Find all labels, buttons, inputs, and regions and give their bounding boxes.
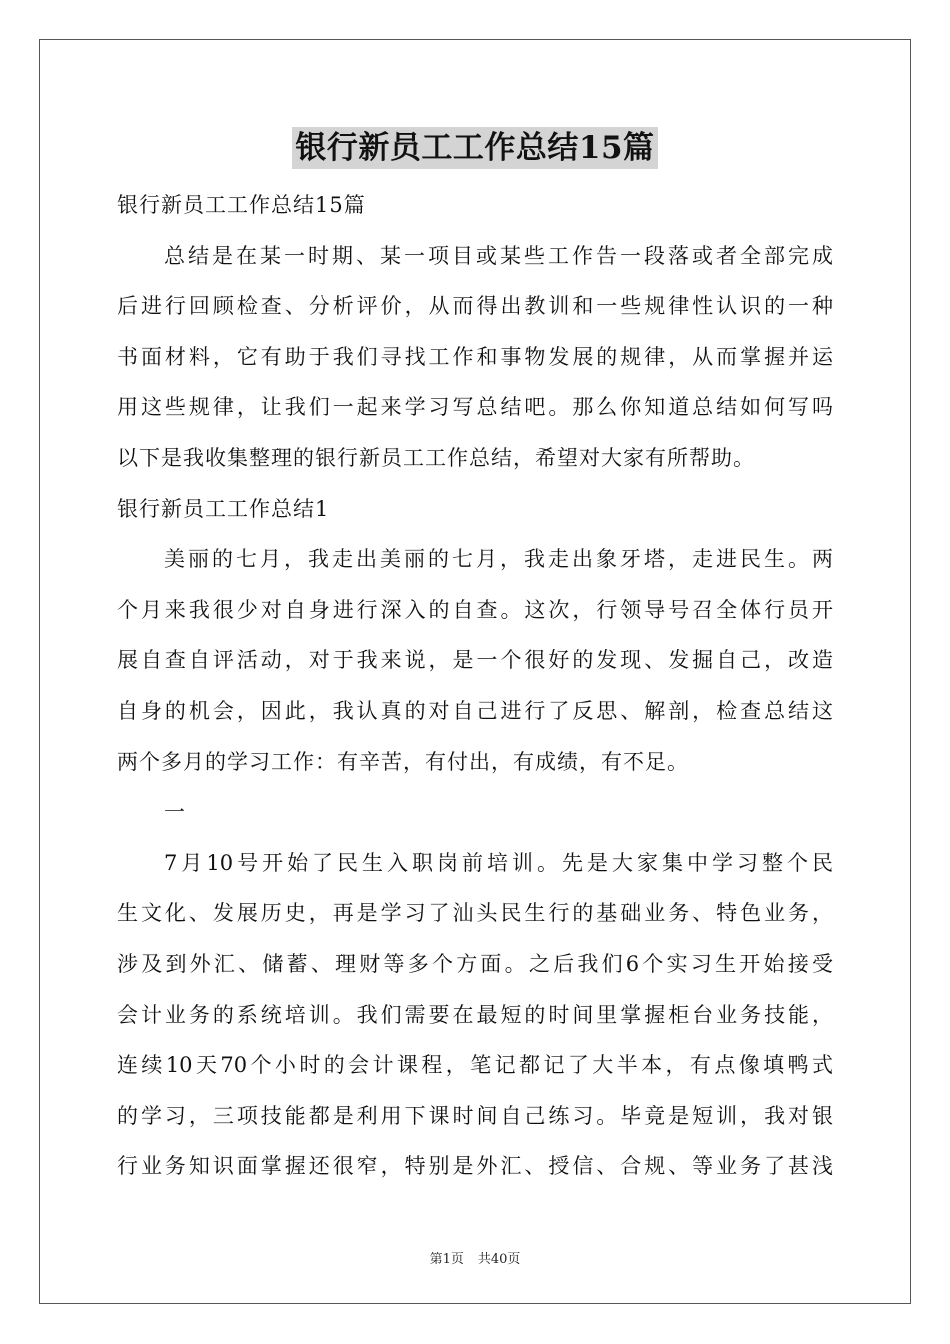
page-number: 第1页 xyxy=(429,1252,464,1267)
text-line: 自身的机会，因此，我认真的对自己进行了反思、解剖，检查总结这 xyxy=(117,698,833,723)
text-line: 行业务知识面掌握还很窄，特别是外汇、授信、合规、等业务了甚浅 xyxy=(117,1154,833,1179)
text-line: 美丽的七月，我走出美丽的七月，我走出象牙塔，走进民生。两 xyxy=(164,547,833,572)
text-line: 个月来我很少对自身进行深入的自查。这次，行领导号召全体行员开 xyxy=(117,597,833,622)
text-line: 以下是我收集整理的银行新员工工作总结，希望对大家有所帮助。 xyxy=(117,445,755,470)
text-line: 银行新员工工作总结15篇 xyxy=(117,193,366,217)
page-footer xyxy=(0,1248,950,1267)
text-line: 连续10天70个小时的会计课程，笔记都记了大半本，有点像填鸭式 xyxy=(117,1053,833,1078)
document-body xyxy=(117,180,833,1192)
text-line: 的学习，三项技能都是利用下课时间自己练习。毕竟是短训，我对银 xyxy=(117,1103,833,1128)
text-line: 展自查自评活动，对于我来说，是一个很好的发现、发掘自己，改造 xyxy=(117,648,833,673)
text-line: 银行新员工工作总结1 xyxy=(117,496,330,521)
text-line: 两个多月的学习工作：有辛苦，有付出，有成绩，有不足。 xyxy=(117,749,689,774)
text-line: 后进行回顾检查、分析评价，从而得出教训和一些规律性认识的一种 xyxy=(117,294,833,319)
document-title: 银行新员工工作总结15篇 xyxy=(292,127,657,169)
text-line: 书面材料，它有助于我们寻找工作和事物发展的规律，从而掌握并运 xyxy=(117,344,833,369)
text-line: 涉及到外汇、储蓄、理财等多个方面。之后我们6个实习生开始接受 xyxy=(117,951,833,976)
text-line: 7月10号开始了民生入职岗前培训。先是大家集中学习整个民 xyxy=(164,850,833,875)
page-total: 共40页 xyxy=(477,1252,521,1267)
text-line: 用这些规律，让我们一起来学习写总结吧。那么你知道总结如何写吗 xyxy=(117,395,833,420)
text-line: 总结是在某一时期、某一项目或某些工作告一段落或者全部完成 xyxy=(164,243,833,268)
title-container xyxy=(0,127,950,169)
text-line: 生文化、发展历史，再是学习了汕头民生行的基础业务、特色业务， xyxy=(117,901,833,926)
text-line: 一 xyxy=(164,800,186,825)
text-line: 会计业务的系统培训。我们需要在最短的时间里掌握柜台业务技能， xyxy=(117,1002,833,1027)
